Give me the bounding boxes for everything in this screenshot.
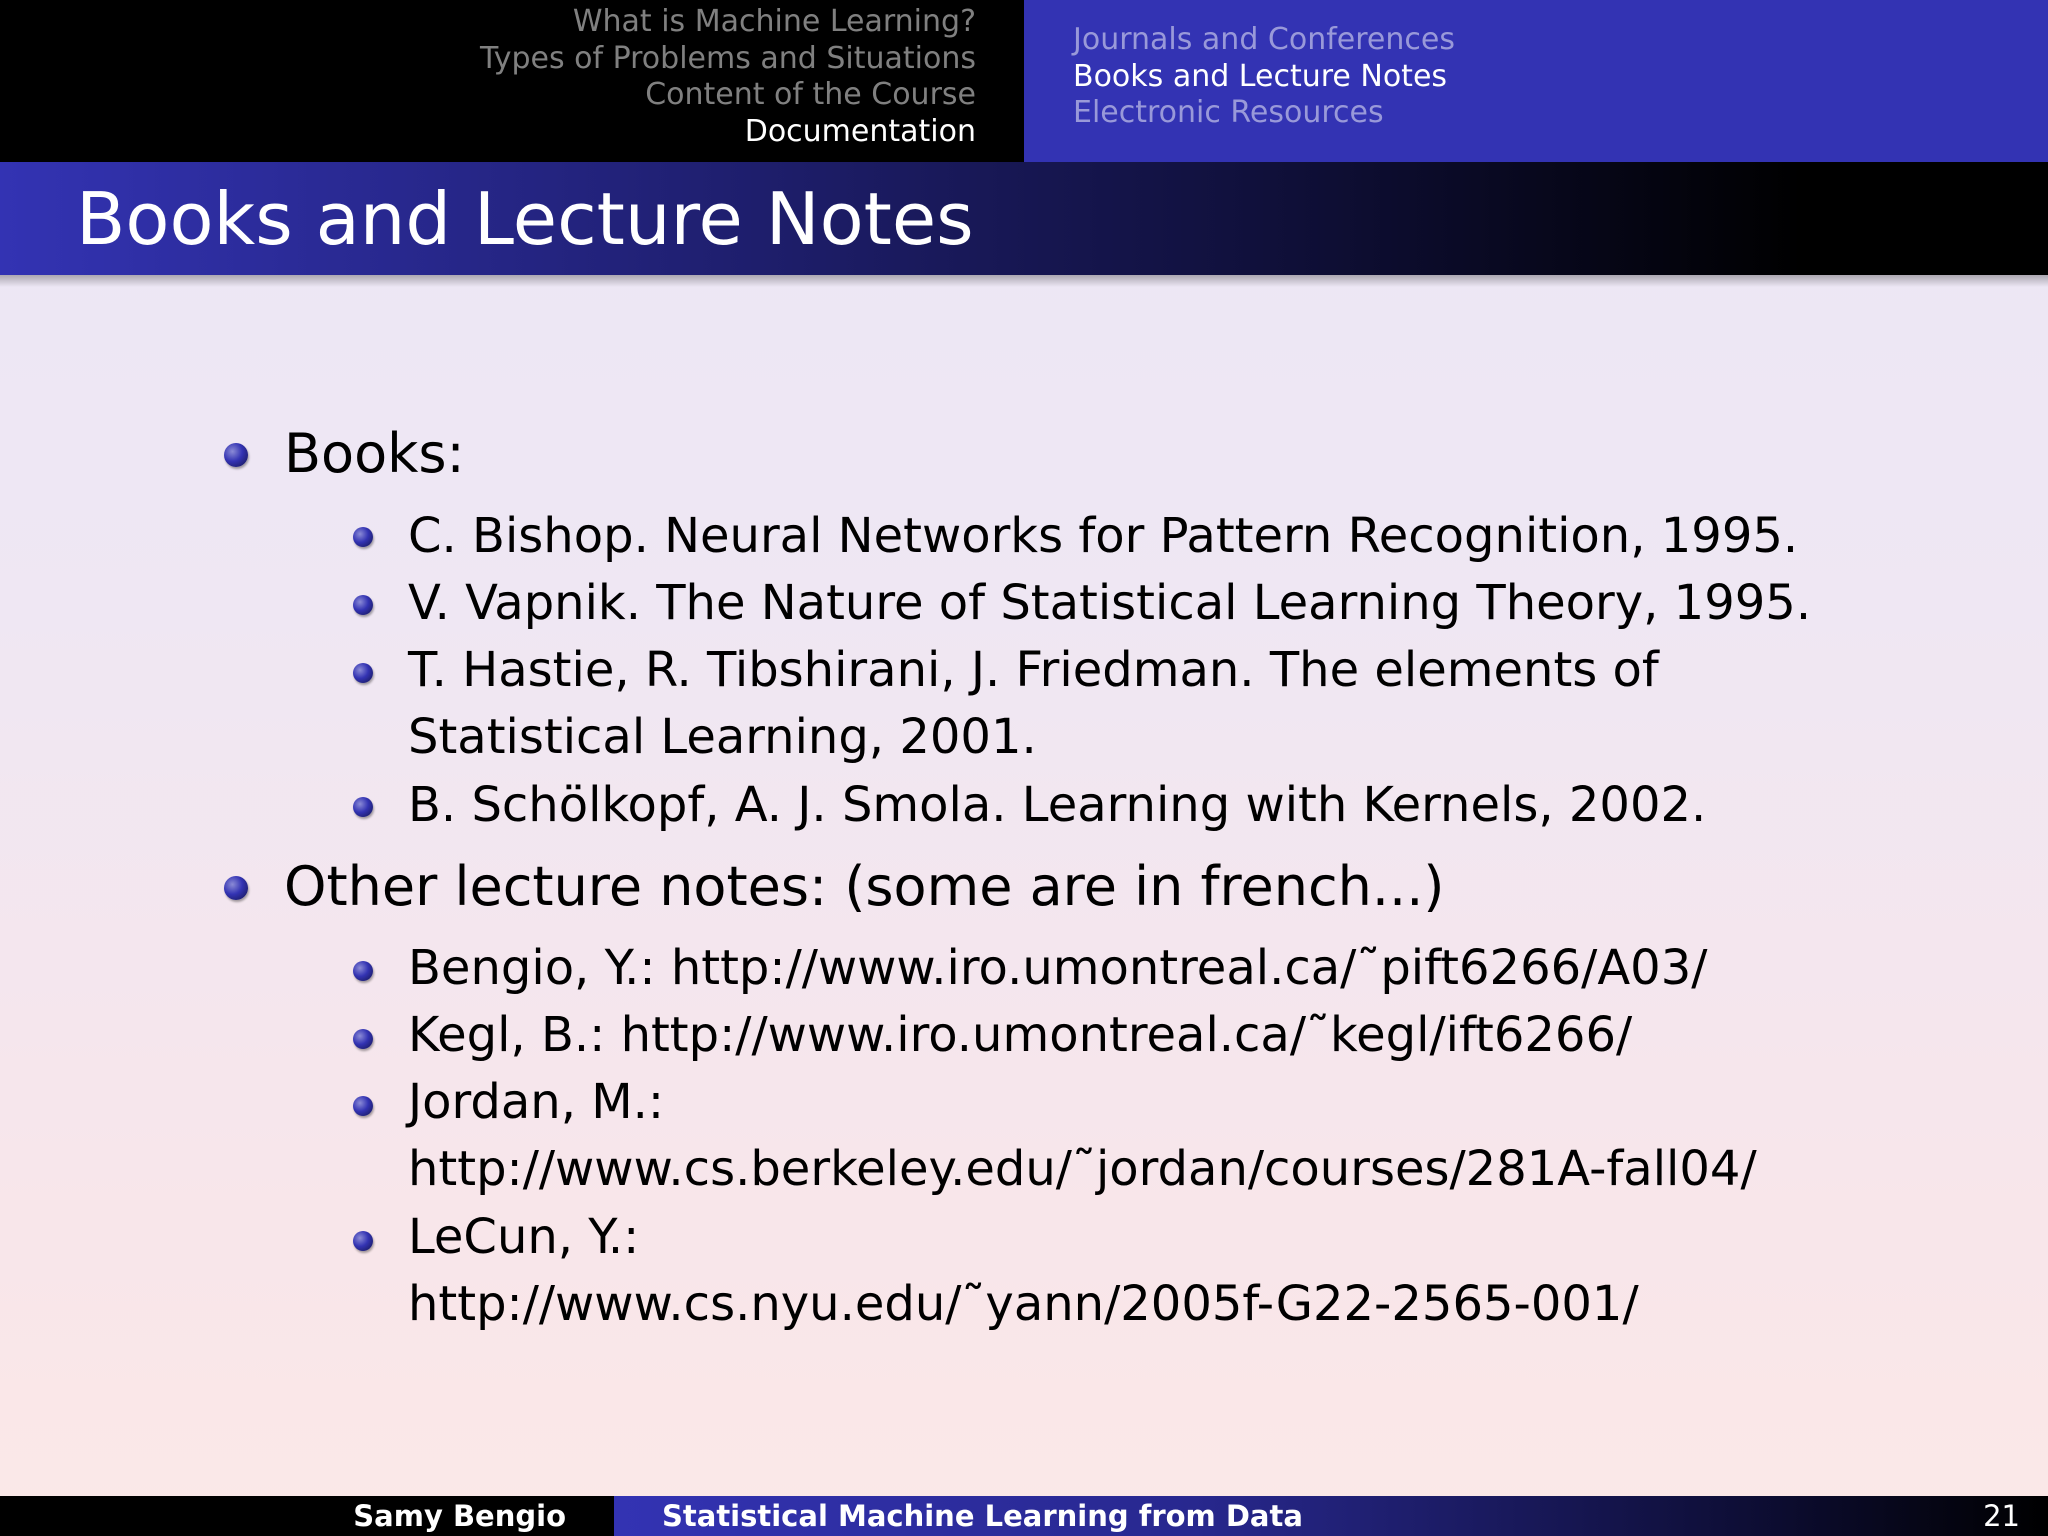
nav-section-documentation[interactable]: Documentation	[744, 113, 976, 149]
page-number: 21	[1983, 1499, 2020, 1533]
footer	[0, 1496, 2048, 1536]
nav-section-content-of-course[interactable]: Content of the Course	[645, 77, 976, 112]
lecture-note-link[interactable]: http://www.iro.umontreal.ca/˜pift6266/A03/	[670, 940, 1708, 996]
book-item: B. Schölkopf, A. J. Smola. Learning with Kernels, 2002.	[408, 777, 1707, 833]
nav-section-what-is-ml[interactable]: What is Machine Learning?	[572, 4, 976, 39]
lecture-notes-heading: Other lecture notes: (some are in french...)	[284, 855, 1445, 918]
lecture-note-item	[408, 935, 1707, 1002]
ball-bullet-icon	[353, 663, 373, 683]
ball-bullet-icon	[224, 443, 248, 467]
lecture-note-author: Kegl, B.:	[408, 1007, 606, 1063]
nav-subsection-books[interactable]: Books and Lecture Notes	[1073, 58, 1448, 94]
lecture-note-link[interactable]: http://www.iro.umontreal.ca/˜kegl/ift6266/	[620, 1007, 1633, 1063]
book-item: T. Hastie, R. Tibshirani, J. Friedman. The elements of	[408, 642, 1659, 698]
book-item: V. Vapnik. The Nature of Statistical Learning Theory, 1995.	[408, 575, 1812, 631]
lecture-note-item	[408, 1002, 1632, 1069]
books-heading: Books:	[284, 422, 465, 485]
footer-title-bar	[614, 1496, 2048, 1536]
ball-bullet-icon	[353, 527, 373, 547]
book-item: C. Bishop. Neural Networks for Pattern Recognition, 1995.	[408, 508, 1799, 564]
nav-subsection-electronic[interactable]: Electronic Resources	[1073, 95, 1384, 130]
lecture-note-author: Jordan, M.:	[408, 1074, 665, 1130]
ball-bullet-icon	[353, 595, 373, 615]
footer-author: Samy Bengio	[0, 1496, 614, 1536]
book-item-continuation: Statistical Learning, 2001.	[408, 709, 1037, 765]
frame-title: Books and Lecture Notes	[76, 177, 974, 261]
lecture-note-author: Bengio, Y.:	[408, 940, 656, 996]
lecture-note-link[interactable]: http://www.cs.berkeley.edu/˜jordan/courses/281A-fall04/	[408, 1141, 1757, 1197]
nav-subsection-journals[interactable]: Journals and Conferences	[1073, 22, 1455, 57]
ball-bullet-icon	[224, 876, 248, 900]
lecture-note-link[interactable]: http://www.cs.nyu.edu/˜yann/2005f-G22-2565-001/	[408, 1276, 1639, 1332]
ball-bullet-icon	[353, 797, 373, 817]
ball-bullet-icon	[353, 1029, 373, 1049]
ball-bullet-icon	[353, 1231, 373, 1251]
ball-bullet-icon	[353, 961, 373, 981]
ball-bullet-icon	[353, 1096, 373, 1116]
nav-section-types-of-problems[interactable]: Types of Problems and Situations	[480, 40, 976, 76]
lecture-note-author: LeCun, Y.:	[408, 1209, 640, 1265]
footer-talk-title: Statistical Machine Learning from Data	[662, 1499, 1303, 1533]
